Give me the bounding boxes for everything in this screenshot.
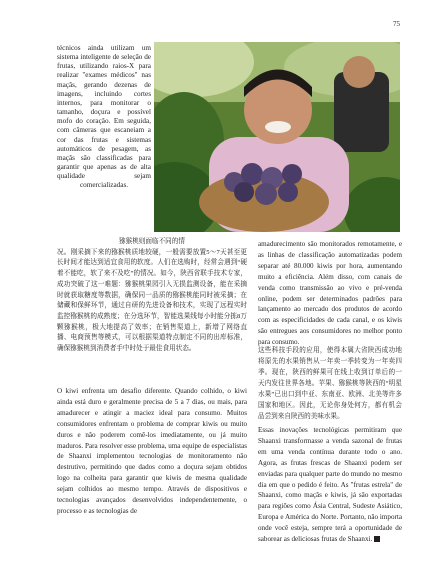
ripening-paragraph-pt: amadurecimento são monitorados remotamente, e as linhas de classificação automatizadas podem separar até 80.000 kiwis por hora, aumentando muito a eficiência. Além disso, com canais de venda como transmissão ao vivo e pré-venda online, podem ser determinados padrões para lançamento ao mercado dos produtos de acordo com as especificidades de cada canal, e os kiwis são entregues aos consumidores no melhor ponto para consumo.: [258, 240, 402, 347]
end-of-article-icon: [374, 536, 380, 542]
innovation-paragraph-pt-text: Essas inovações tecnológicas permitiram que Shaanxi transformasse a venda sazonal de frutas em uma venda contínua durante todo o ano. Agora, as frutas frescas de Shaanxi podem ser enviadas para qualquer parte do mundo no mesmo dia em que o pedido é feito. As "frutas estrela" de Shaanxi, como maçãs e kiwis, já são exportadas para regiões como Ásia Central, Sudeste Asiático, Europa e América do Norte. Portanto, não importa onde você esteja, sempre terá a oportunidade de saborear as deliciosas frutas de Shaanxi.: [258, 426, 402, 544]
kiwi-harvest-photo: [154, 42, 400, 232]
page-number: 75: [393, 20, 400, 28]
kiwi-section-heading-zh: 猕猴桃则面临不同的情: [119, 238, 185, 245]
kiwi-section-body-zh: 况。刚采摘下来的猕猴桃质地较硬，一般需要放置5～7天甚至更长时间才能达到适宜食用的软度。人们在选购时，经常会遇到“硬着不能吃，软了来不及吃”的情况。如今，陕西省联手技术专家，成功突破了这一难题：猕猴桃果园引入无损监测设备，能在采摘时就获取糖度等数据，确保同一品质的猕猴桃能同时被采摘；在储藏和保鲜环节，通过自研的先进设备和技术，实现了远程实时监控猕猴桃的成熟度；在分选环节，智能选果线每小时能分拣8万颗猕猴桃，极大地提高了效率；在销售渠道上，新增了网络直播、电商预售等模式，可以根据渠道特点制定不同的出库标准，确保猕猴桃到消费者手中时处于最佳食用状态。: [57, 248, 247, 353]
innovation-paragraph-pt: [258, 425, 402, 545]
intro-paragraph: técnicos ainda utilizam um sistema inteligente de seleção de frutas, utilizando raios-X para realizar "exames médicos" nas maçãs, gerando dezenas de imagens, incluindo cortes internos, para monitorar o tamanho, doçura e possível mofo do coração. Em seguida, com câmeras que escaneiam a cor das frutas e sistemas automáticos de pesagem, as maçãs são classificadas para garantir que apenas as de alta qualidade sejam comercializadas.: [57, 44, 151, 190]
left-chinese-text: [57, 237, 247, 355]
innovation-paragraph-zh: 这些科技手段的应用，使得本属大省陕西成功地将原先的水果销售从一年卖一季转变为一年卖四季。现在，陕西的鲜果可在线上收到订单后的一天内发往世界各地。苹果、猕猴桃等陕西的“明星水果”已出口到中亚、东南亚、欧洲、北美等许多国家和地区。因此，无论你身处何方，都有机会品尝到来自陕西的美味水果。: [258, 347, 402, 420]
kiwi-section-body-pt: O kiwi enfrenta um desafio diferente. Quando colhido, o kiwi ainda está duro e geralmente precisa de 5 a 7 dias, ou mais, para amadurecer e atingir a maciez ideal para consumo. Muitos consumidores enfrentam o problema de comprar kiwis ou muito duros e não poderem comê-los imediatamente, ou já muito maduros. Para resolver esse problema, uma equipe de especialistas de Shaanxi implementou tecnologias de monitoramento não destrutivo, permitindo que dados como a doçura sejam obtidos logo na colheita para garantir que kiwis de mesma qualidade sejam colhidos ao mesmo tempo. Através de dispositivos e tecnologias avançados desenvolvidos independentemente, o processo e as tecnologias de: [57, 387, 247, 515]
